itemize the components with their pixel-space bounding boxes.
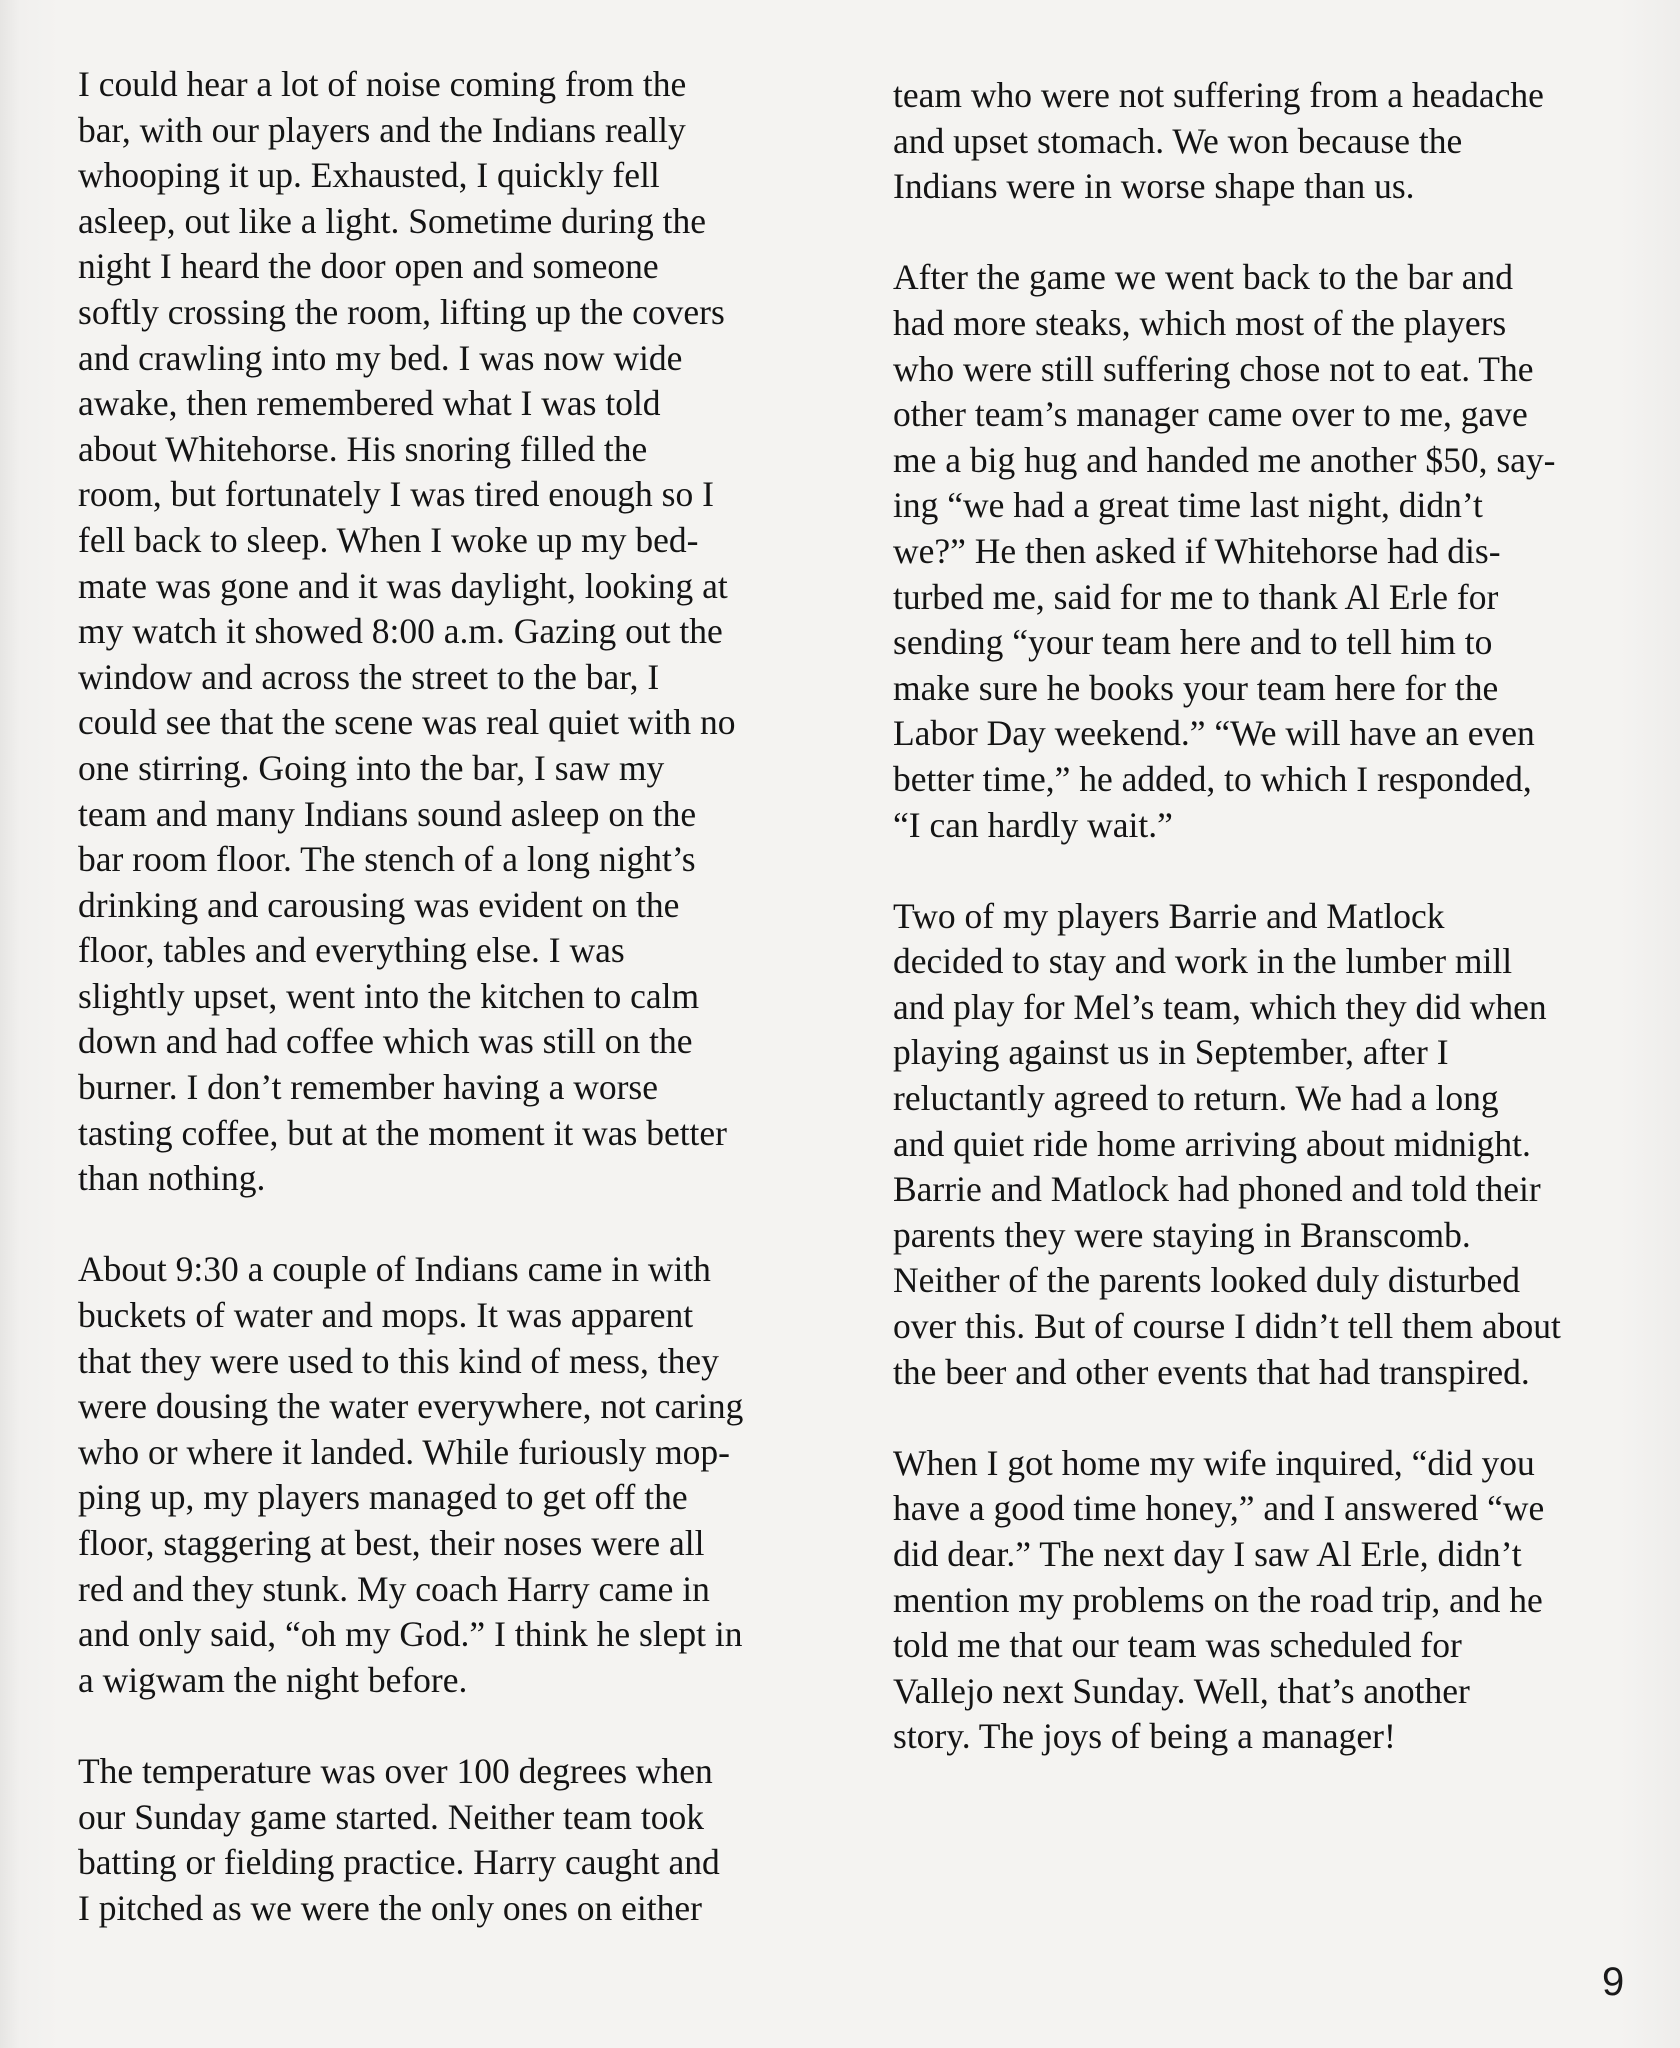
text-line: and upset stomach. We won because the (893, 120, 1463, 161)
text-line: Indians were in worse shape than us. (893, 166, 1415, 207)
text-line: whooping it up. Exhausted, I quickly fell (78, 155, 660, 196)
text-line: story. The joys of being a manager! (893, 1716, 1396, 1757)
text-line: the beer and other events that had transpired. (893, 1351, 1530, 1392)
text-line: and quiet ride home arriving about midnight. (893, 1123, 1531, 1164)
text-line: bar room floor. The stench of a long night’s (78, 839, 696, 880)
text-line: asleep, out like a light. Sometime during the (78, 200, 707, 241)
text-line: parents they were staying in Branscomb. (893, 1214, 1471, 1255)
text-line: awake, then remembered what I was told (78, 383, 661, 424)
text-line: ing “we had a great time last night, didn’t (893, 485, 1483, 526)
paragraph-gap (893, 848, 1653, 894)
text-line: Labor Day weekend.” “We will have an even (893, 713, 1535, 754)
text-line: who or where it landed. While furiously mop- (78, 1431, 731, 1472)
text-line: could see that the scene was real quiet with no (78, 702, 736, 743)
text-line: than nothing. (78, 1158, 266, 1199)
text-line: we?” He then asked if Whitehorse had dis- (893, 530, 1501, 571)
text-line: my watch it showed 8:00 a.m. Gazing out the (78, 611, 723, 652)
paragraph-gap (78, 1703, 838, 1749)
text-line: window and across the street to the bar, I (78, 656, 660, 697)
paragraph (78, 1749, 838, 1931)
text-line: mention my problems on the road trip, and he (893, 1579, 1543, 1620)
text-line: I pitched as we were the only ones on either (78, 1887, 702, 1928)
text-line: down and had coffee which was still on the (78, 1021, 693, 1062)
text-line: sending “your team here and to tell him to (893, 622, 1493, 663)
text-line: burner. I don’t remember having a worse (78, 1067, 658, 1108)
text-line: After the game we went back to the bar and (893, 257, 1514, 298)
text-line: bar, with our players and the Indians really (78, 109, 686, 150)
text-line: playing against us in September, after I (893, 1032, 1449, 1073)
text-line: had more steaks, which most of the players (893, 302, 1507, 343)
text-line: one stirring. Going into the bar, I saw my (78, 747, 665, 788)
paragraph-gap (893, 210, 1653, 256)
page-number: 9 (1602, 1960, 1625, 2004)
text-line: other team’s manager came over to me, gave (893, 394, 1528, 435)
text-line: were dousing the water everywhere, not caring (78, 1386, 744, 1427)
text-line: tasting coffee, but at the moment it was better (78, 1112, 728, 1153)
text-line: told me that our team was scheduled for (893, 1625, 1462, 1666)
text-line: Neither of the parents looked duly disturbed (893, 1260, 1521, 1301)
text-line: reluctantly agreed to return. We had a long (893, 1078, 1499, 1119)
text-line: floor, staggering at best, their noses were all (78, 1523, 705, 1563)
text-line: floor, tables and everything else. I was (78, 930, 625, 971)
text-line: team and many Indians sound asleep on the (78, 793, 697, 834)
text-line: mate was gone and it was daylight, looking at (78, 565, 728, 606)
text-line: slightly upset, went into the kitchen to calm (78, 975, 700, 1016)
text-line: make sure he books your team here for the (893, 667, 1499, 708)
text-line: The temperature was over 100 degrees when (78, 1750, 713, 1791)
text-line: who were still suffering chose not to eat. The (893, 348, 1534, 389)
text-line: ping up, my players managed to get off the (78, 1477, 688, 1518)
text-line: drinking and carousing was evident on the (78, 884, 680, 925)
text-line: About 9:30 a couple of Indians came in with (78, 1249, 711, 1290)
text-line: batting or fielding practice. Harry caught and (78, 1842, 720, 1883)
text-line: I could hear a lot of noise coming from the (78, 64, 687, 104)
paragraph-gap (893, 1395, 1653, 1441)
text-line: and only said, “oh my God.” I think he slept in (78, 1614, 743, 1655)
text-line: night I heard the door open and someone (78, 246, 659, 287)
text-line: that they were used to this kind of mess, they (78, 1340, 719, 1381)
paragraph (893, 73, 1653, 210)
text-line: turbed me, said for me to thank Al Erle for (893, 576, 1499, 617)
paragraph (893, 1441, 1653, 1760)
left-column (78, 62, 838, 1931)
text-line: and crawling into my bed. I was now wide (78, 337, 683, 378)
text-line: Barrie and Matlock had phoned and told their (893, 1169, 1541, 1210)
text-line: did dear.” The next day I saw Al Erle, didn’t (893, 1534, 1522, 1574)
right-column (893, 73, 1653, 1760)
text-line: “I can hardly wait.” (893, 804, 1173, 845)
text-line: red and they stunk. My coach Harry came in (78, 1568, 710, 1609)
text-line: fell back to sleep. When I woke up my bed- (78, 519, 699, 560)
text-line: me a big hug and handed me another $50, say- (893, 439, 1556, 480)
text-line: Two of my players Barrie and Matlock (893, 895, 1445, 936)
text-line: and play for Mel’s team, which they did when (893, 986, 1547, 1027)
text-line: softly crossing the room, lifting up the covers (78, 291, 725, 332)
text-line: buckets of water and mops. It was apparent (78, 1295, 694, 1336)
text-line: our Sunday game started. Neither team took (78, 1796, 704, 1837)
text-line: decided to stay and work in the lumber mill (893, 941, 1513, 982)
paragraph-gap (78, 1202, 838, 1248)
text-line: a wigwam the night before. (78, 1659, 468, 1700)
text-line: When I got home my wife inquired, “did you (893, 1442, 1535, 1483)
text-line: Vallejo next Sunday. Well, that’s another (893, 1670, 1470, 1711)
text-line: over this. But of course I didn’t tell them about (893, 1306, 1561, 1347)
paragraph (893, 255, 1653, 848)
text-line: team who were not suffering from a headache (893, 75, 1544, 115)
paragraph (78, 1247, 838, 1703)
text-line: better time,” he added, to which I responded, (893, 758, 1532, 799)
text-line: room, but fortunately I was tired enough so I (78, 474, 714, 515)
paragraph (78, 62, 838, 1202)
paragraph (893, 894, 1653, 1396)
text-line: about Whitehorse. His snoring filled the (78, 428, 648, 469)
text-line: have a good time honey,” and I answered “we (893, 1488, 1545, 1529)
